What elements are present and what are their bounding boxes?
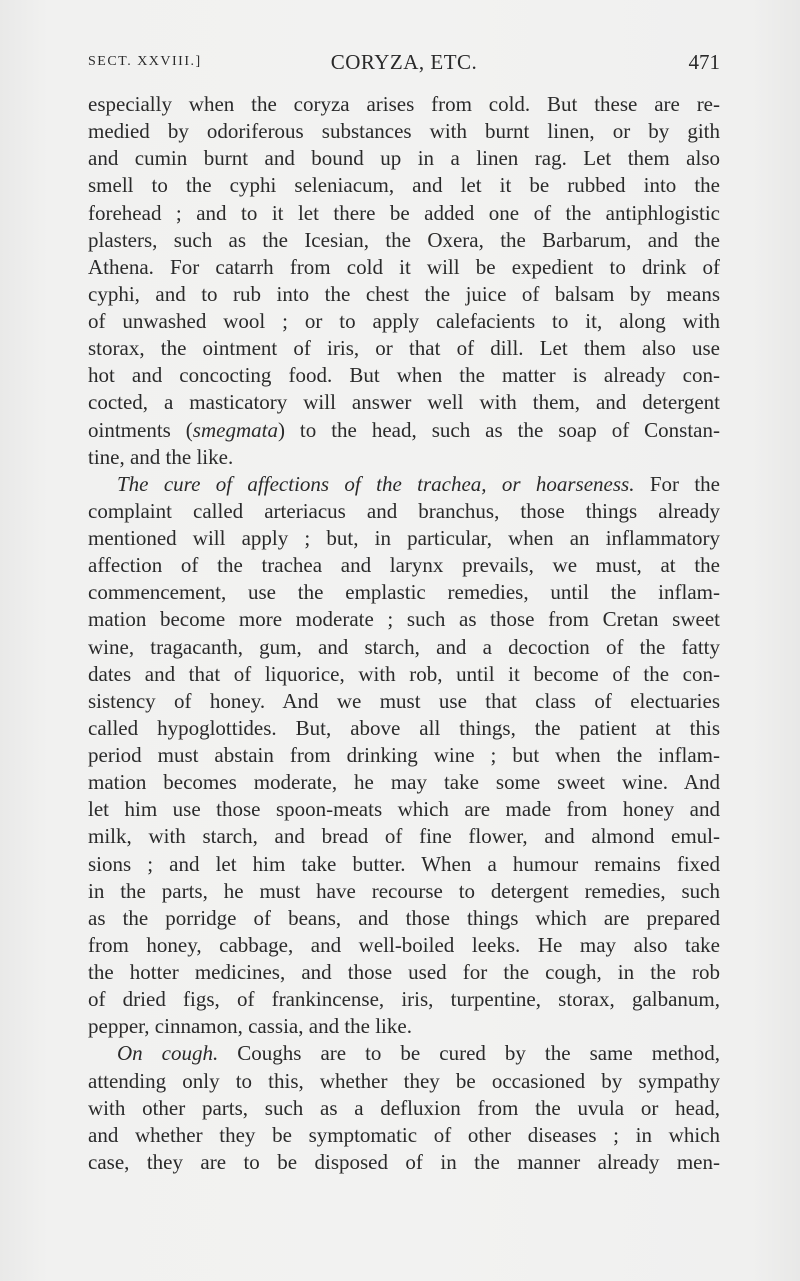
line-text: and cumin burnt and bound up in a linen rag. Let them also: [88, 146, 720, 171]
line-text: plasters, such as the Icesian, the Oxera, the Barbarum, and the: [88, 227, 720, 252]
line-text: case, they are to be disposed of in the manner already men-: [88, 1149, 720, 1174]
line-text: sions ; and let him take butter. When a humour remains fixed: [88, 851, 720, 876]
line-text: hot and concocting food. But when the matter is already con-: [88, 363, 720, 388]
text-line: [88, 1068, 720, 1095]
line-text: commencement, use the emplastic remedies, until the inflam-: [88, 580, 720, 605]
text-line: [88, 634, 720, 661]
text-line: [88, 688, 720, 715]
text-line: [88, 851, 720, 878]
text-line: [88, 281, 720, 308]
line-text: cocted, a masticatory will answer well with them, and detergent: [88, 390, 720, 415]
text-line: [88, 417, 720, 444]
text-line: [88, 471, 720, 498]
line-text: dates and that of liquorice, with rob, until it become of the con-: [88, 661, 720, 686]
line-text: milk, with starch, and bread of fine flower, and almond emul-: [88, 824, 720, 849]
text-line: [88, 1013, 720, 1040]
line-text: Athena. For catarrh from cold it will be expedient to drink of: [88, 254, 720, 279]
text-line: [88, 932, 720, 959]
line-text: with other parts, such as a defluxion from the uvula or head,: [88, 1095, 720, 1120]
line-text: and whether they be symptomatic of other diseases ; in which: [88, 1122, 720, 1147]
text-line: [88, 389, 720, 416]
text-line: [88, 335, 720, 362]
body-text: [88, 91, 720, 1176]
line-text: ) to the head, such as the soap of Constan-: [277, 417, 720, 442]
line-text: from honey, cabbage, and well-boiled leeks. He may also take: [88, 932, 720, 957]
text-line: [88, 145, 720, 172]
line-text: ointments (: [88, 417, 193, 442]
line-text: in the parts, he must have recourse to detergent remedies, such: [88, 878, 720, 903]
line-text: storax, the ointment of iris, or that of dill. Let them also use: [88, 336, 720, 361]
text-line: [88, 905, 720, 932]
line-text: Coughs are to be cured by the same method,: [218, 1041, 720, 1066]
line-text: period must abstain from drinking wine ; but when the inflam-: [88, 743, 720, 767]
text-line: [88, 172, 720, 199]
line-text: wine, tragacanth, gum, and starch, and a decoction of the fatty: [88, 634, 720, 659]
running-header: [88, 50, 720, 76]
text-line: [88, 444, 720, 471]
text-line: [88, 254, 720, 281]
text-line: [88, 308, 720, 335]
line-text: mation become more moderate ; such as those from Cretan sweet: [88, 607, 720, 632]
text-line: [88, 986, 720, 1013]
text-line: [88, 1149, 720, 1176]
text-line: [88, 878, 720, 905]
text-line: [88, 661, 720, 688]
text-line: [88, 579, 720, 606]
line-text: of dried figs, of frankincense, iris, turpentine, storax, galbanum,: [88, 987, 720, 1012]
text-line: [88, 742, 720, 769]
page-number: 471: [688, 50, 720, 74]
line-text: let him use those spoon-meats which are made from honey and: [88, 797, 720, 822]
text-line: [88, 362, 720, 389]
running-title: CORYZA, ETC.: [330, 50, 478, 74]
line-text: of unwashed wool ; or to apply calefacients to it, along with: [88, 309, 720, 333]
text-line: [88, 715, 720, 742]
line-text: complaint called arteriacus and branchus, those things already: [88, 498, 720, 523]
line-text: mentioned will apply ; but, in particular, when an inflammatory: [88, 526, 720, 550]
italic-text: smegmata: [192, 417, 278, 442]
text-line: [88, 525, 720, 552]
line-text: affection of the trachea and larynx prevails, we must, at the: [88, 553, 720, 578]
italic-text: On cough.: [117, 1041, 219, 1066]
text-line: [88, 552, 720, 579]
italic-text: The cure of affections of the trachea, or hoarseness.: [117, 471, 635, 496]
line-text: sistency of honey. And we must use that class of electuaries: [88, 688, 720, 713]
text-line: [88, 1122, 720, 1149]
line-text: called hypoglottides. But, above all things, the patient at this: [88, 715, 720, 740]
text-line: [88, 118, 720, 145]
text-line: [88, 91, 720, 118]
text-line: [88, 959, 720, 986]
line-text: pepper, cinnamon, cassia, and the like.: [88, 1014, 412, 1039]
line-text: attending only to this, whether they be occasioned by sympathy: [88, 1068, 720, 1093]
text-line: [88, 200, 720, 227]
text-line: [88, 769, 720, 796]
text-line: [88, 498, 720, 525]
text-line: [88, 796, 720, 823]
text-line: [88, 606, 720, 633]
line-text: the hotter medicines, and those used for the cough, in the rob: [88, 960, 720, 984]
line-text: especially when the coryza arises from cold. But these are re-: [88, 92, 720, 116]
line-text: mation becomes moderate, he may take some sweet wine. And: [88, 770, 720, 795]
line-text: medied by odoriferous substances with burnt linen, or by gith: [88, 119, 720, 144]
line-text: as the porridge of beans, and those things which are prepared: [88, 905, 720, 930]
line-text: smell to the cyphi seleniacum, and let it be rubbed into the: [88, 173, 720, 198]
text-line: [88, 1095, 720, 1122]
text-line: [88, 1040, 720, 1067]
text-line: [88, 823, 720, 850]
line-text: tine, and the like.: [88, 444, 234, 469]
line-text: forehead ; and to it let there be added one of the antiphlogistic: [88, 200, 720, 225]
text-line: [88, 227, 720, 254]
section-label: SECT. XXVIII.]: [88, 54, 202, 69]
line-text: cyphi, and to rub into the chest the juice of balsam by means: [88, 281, 720, 306]
line-text: For the: [634, 471, 720, 496]
